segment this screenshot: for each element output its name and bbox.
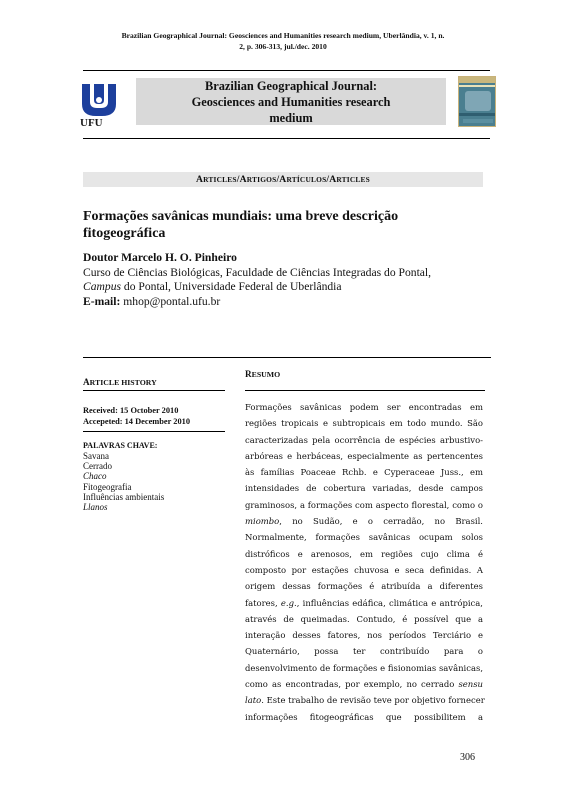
author-affiliation-line-2 [83,280,493,295]
author-block [83,251,493,309]
journal-title-box [136,78,446,125]
keyword-item: Chaco [83,471,107,482]
keywords-list [83,451,164,512]
abstract-text [245,399,483,725]
dates-rule [83,431,225,432]
abstract-line: às famílias Poaceae Rchb. e Cyperaceae Juss., em [245,467,483,478]
author-name: Doutor Marcelo H. O. Pinheiro [83,251,237,264]
section-letter: A [196,174,204,185]
section-text: RTÍCULOS [286,175,327,184]
abstract-line: intensidades de cobertura variadas, desde campos [245,483,483,494]
resumo-rule [245,390,485,391]
abstract-line: desenvolvimento de formações e fisionomias savânicas, [245,662,483,673]
journal-cover-image [458,76,496,127]
abstract-line: composto por estações chuvosa e seca definidas. A [245,564,483,575]
email-label: E-mail: [83,294,121,308]
journal-title-line-2: Geosciences and Humanities research [191,95,391,109]
affiliation-rest: do Pontal, Universidade Federal de Uberlândia [121,280,342,294]
keyword-item: Savana [83,451,109,461]
article-history-label [83,377,157,387]
abstract-line: Normalmente, formações savânicas ocupam solos [245,532,483,543]
header-top-rule [83,70,490,71]
abstract-line: interação desses fatores, nos períodos Terciário e [245,630,483,641]
resumo-label-cap: R [245,369,252,379]
abstract-line: informações fitogeográficas que possibilitem a [245,711,483,722]
abstract-line: lato. Este trabalho de revisão teve por objetivo fornecer [245,695,485,706]
history-rule [83,390,225,391]
section-text: RTIGOS [246,175,277,184]
abstract-line: Quaternário, possa ter contribuído para o [245,646,483,657]
keywords-label: PALAVRAS CHAVE: [83,441,158,450]
keyword-item: Influências ambientais [83,491,165,502]
columns-top-rule [83,357,491,358]
abstract-line: miombo, no Sudão, e o cerradão, no Brasil. [245,516,483,527]
section-letter: /A [236,174,247,185]
received-date: Received: 15 October 2010 [83,406,179,415]
abstract-line: através de queimadas. Contudo, é possível que a [245,613,483,624]
author-affiliation-line-1: Curso de Ciências Biológicas, Faculdade de Ciências Integradas do Pontal, [83,265,432,279]
history-label-rest: RTICLE HISTORY [89,378,157,387]
abstract-line: fatores, e.g., influências edáfica, climática e antrópica, [245,597,483,608]
abstract-line: regiões tropicais e subtropicais em todo mundo. São [245,418,483,429]
accepted-date: Accepeted: 14 December 2010 [83,416,191,426]
running-head-line-1: Brazilian Geographical Journal: Geosciences and Humanities research medium, Uberlândia, v. 1, n. [121,31,445,40]
section-letter: /A [326,174,337,185]
section-letter: /A [276,174,287,185]
running-head-line-2: 2, p. 306-313, jul./dec. 2010 [239,42,327,51]
running-head [70,30,496,52]
campus-word: Campus [83,280,122,294]
journal-title-line-1: Brazilian Geographical Journal: [204,79,378,93]
email-address[interactable]: mhop@pontal.ufu.br [120,294,221,308]
section-text: RTICLES [336,175,370,184]
section-text: RTICLES [203,175,237,184]
abstract-line: arbóreas e herbáceas, especialmente as pertencentes [245,450,483,461]
keyword-item: Fitogeografia [83,481,132,492]
article-title-line-1: Formações savânicas mundiais: uma breve descrição [83,209,399,224]
header-bottom-rule [83,138,490,139]
resumo-label-rest: ESUMO [251,370,281,379]
abstract-line: distróficos e arenosos, em regiões cujo clima é [245,548,483,559]
keyword-item: Cerrado [83,461,112,472]
journal-title-line-3: medium [269,111,313,125]
history-label-cap: A [83,377,90,387]
abstract-line: graminosos, a formações com aspecto florestal, como o [245,499,483,510]
author-email-line [83,295,493,310]
resumo-label [245,369,280,379]
abstract-line: caracterizadas pela ocorrência de espécies arbustivo- [245,434,483,445]
abstract-line: Formações savânicas podem ser encontradas em [245,402,483,412]
article-dates [83,406,190,427]
page-number: 306 [460,752,475,763]
article-title-line-2: fitogeográfica [83,226,166,241]
abstract-line: como as encontradas, por exemplo, no cerrado sensu [245,679,483,690]
logo-text: UFU [80,117,103,129]
section-heading [83,172,483,187]
abstract-line: origem dessas formações é atribuída a diferentes [245,581,483,592]
keyword-item: Llanos [83,502,108,513]
article-title [83,208,483,242]
